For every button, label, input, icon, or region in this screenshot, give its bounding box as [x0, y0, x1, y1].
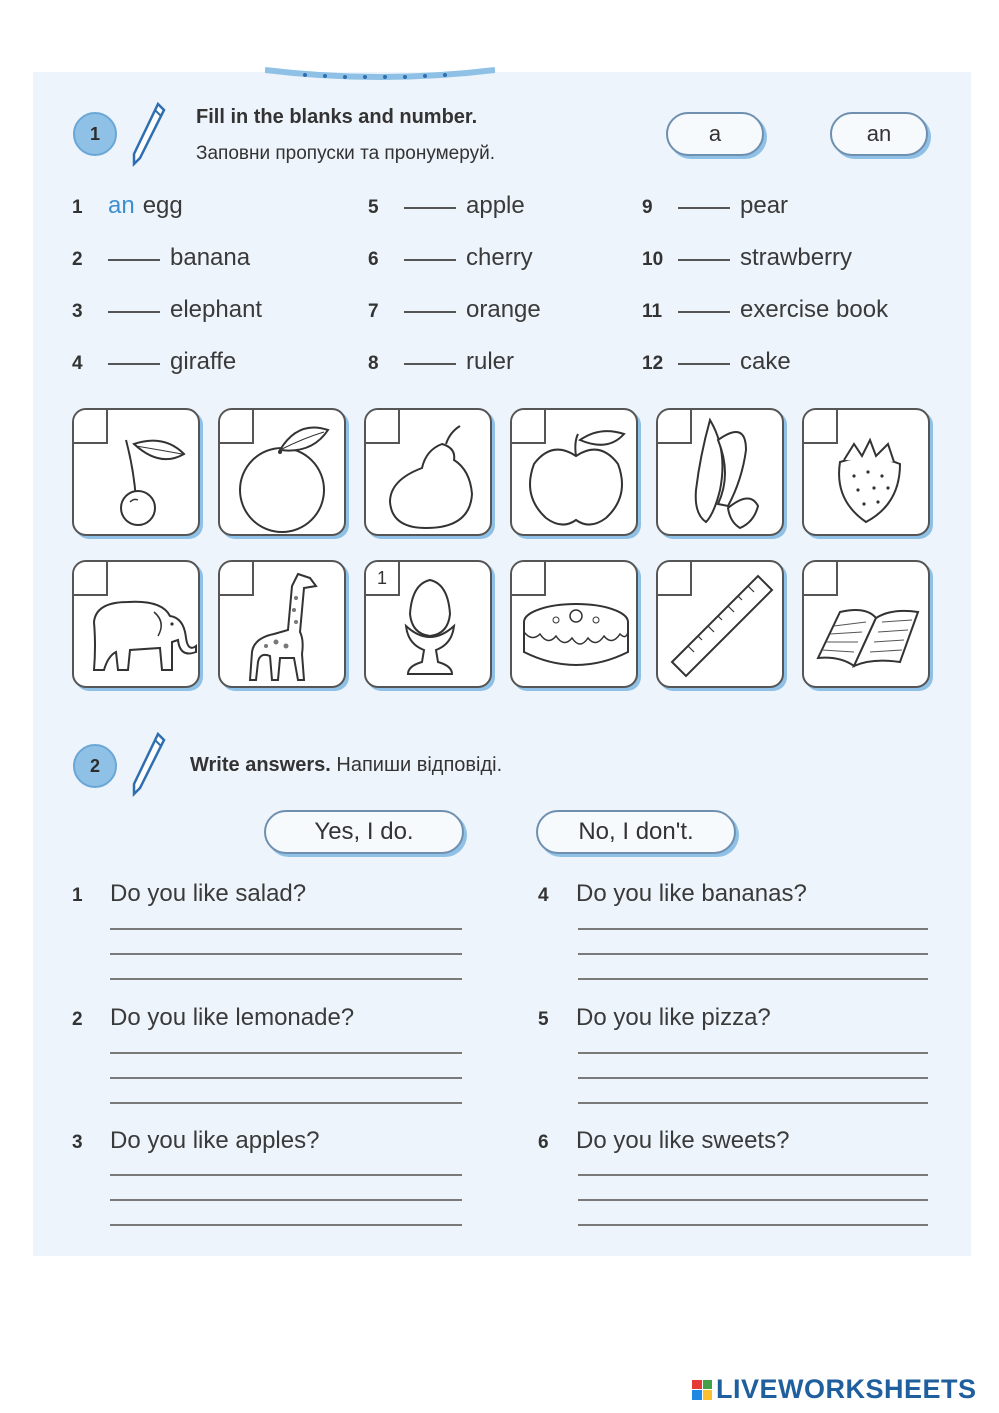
answer-line[interactable] [110, 1077, 462, 1079]
picture-card-egg [364, 560, 492, 688]
answer-line[interactable] [578, 1174, 928, 1176]
answer-blank[interactable] [404, 311, 456, 313]
question-number: 6 [538, 1132, 549, 1153]
item-word: cake [740, 348, 791, 375]
option-an-pill: an [830, 112, 928, 156]
number-box[interactable] [804, 410, 838, 444]
number-box[interactable] [220, 410, 254, 444]
fill-item-8 [368, 348, 514, 376]
answer-text[interactable]: an [108, 192, 135, 219]
answer-line[interactable] [110, 1102, 462, 1104]
picture-card-elephant [72, 560, 200, 688]
item-word: elephant [170, 296, 263, 323]
item-word: ruler [466, 348, 515, 375]
number-box[interactable] [804, 562, 838, 596]
question-4 [538, 880, 807, 908]
answer-line[interactable] [578, 1199, 928, 1201]
picture-card-banana [656, 408, 784, 536]
question-number: 2 [72, 1009, 83, 1030]
picture-card-orange [218, 408, 346, 536]
answer-line[interactable] [110, 1199, 462, 1201]
item-number: 1 [72, 197, 83, 218]
fill-item-7 [368, 296, 541, 324]
question-text: Do you like sweets? [576, 1127, 790, 1154]
item-word: pear [740, 192, 789, 219]
answer-blank[interactable] [678, 259, 730, 261]
answer-line[interactable] [578, 1077, 928, 1079]
answer-line[interactable] [578, 953, 928, 955]
liveworksheets-brand [692, 1374, 977, 1405]
question-text: Do you like pizza? [576, 1004, 771, 1031]
question-number: 5 [538, 1009, 549, 1030]
item-word: apple [466, 192, 525, 219]
exercise-2-number: 2 [73, 744, 117, 788]
picture-card-giraffe [218, 560, 346, 688]
fill-item-6 [368, 244, 533, 272]
item-number: 11 [642, 301, 663, 322]
picture-card-cake [510, 560, 638, 688]
fill-item-1 [72, 192, 183, 220]
item-word: egg [142, 192, 183, 219]
answer-blank[interactable] [678, 363, 730, 365]
decorative-dots [265, 66, 495, 80]
item-word: banana [170, 244, 251, 271]
answer-blank[interactable] [404, 363, 456, 365]
question-text: Do you like lemonade? [110, 1004, 355, 1031]
number-box[interactable] [658, 562, 692, 596]
answer-blank[interactable] [108, 363, 160, 365]
answer-blank[interactable] [108, 259, 160, 261]
item-word: cherry [466, 244, 533, 271]
fill-item-5 [368, 192, 525, 220]
number-box[interactable]: 1 [366, 562, 400, 596]
item-number: 4 [72, 353, 83, 374]
item-number: 7 [368, 301, 379, 322]
picture-card-strawberry [802, 408, 930, 536]
number-box[interactable] [366, 410, 400, 444]
answer-line[interactable] [110, 928, 462, 930]
answer-line[interactable] [578, 978, 928, 980]
question-text: Do you like apples? [110, 1127, 320, 1154]
item-number: 2 [72, 249, 83, 270]
fill-item-11 [642, 296, 888, 324]
answer-blank[interactable] [404, 207, 456, 209]
answer-line[interactable] [578, 1224, 928, 1226]
exercise-1-subtitle: Заповни пропуски та пронумеруй. [196, 143, 495, 164]
question-5 [538, 1004, 771, 1032]
answer-no-pill: No, I don't. [536, 810, 736, 854]
answer-line[interactable] [110, 953, 462, 955]
question-2 [72, 1004, 354, 1032]
fill-item-10 [642, 244, 852, 272]
brand-name: LIVEWORKSHEETS [716, 1374, 977, 1404]
question-text: Do you like bananas? [576, 880, 807, 907]
pen-icon [128, 100, 168, 170]
question-text: Do you like salad? [110, 880, 307, 907]
answer-line[interactable] [110, 978, 462, 980]
item-number: 6 [368, 249, 379, 270]
item-number: 12 [642, 353, 664, 374]
item-number: 10 [642, 249, 664, 270]
fill-item-3 [72, 296, 262, 324]
item-word: strawberry [740, 244, 853, 271]
answer-blank[interactable] [108, 311, 160, 313]
number-box[interactable] [658, 410, 692, 444]
picture-card-pear [364, 408, 492, 536]
exercise-1-number: 1 [73, 112, 117, 156]
question-number: 3 [72, 1132, 83, 1153]
exercise-2-title: Write answers. Напиши відповіді. [190, 754, 503, 776]
picture-card-ruler [656, 560, 784, 688]
number-box[interactable] [512, 410, 546, 444]
number-box[interactable] [512, 562, 546, 596]
pen-icon [128, 730, 168, 800]
picture-card-cherry [72, 408, 200, 536]
question-number: 4 [538, 885, 549, 906]
item-number: 8 [368, 353, 379, 374]
answer-line[interactable] [578, 1052, 928, 1054]
fill-item-4 [72, 348, 236, 376]
fill-item-2 [72, 244, 250, 272]
answer-blank[interactable] [404, 259, 456, 261]
question-6 [538, 1127, 789, 1155]
number-box[interactable] [74, 410, 108, 444]
item-number: 5 [368, 197, 379, 218]
answer-blank[interactable] [678, 207, 730, 209]
item-word: orange [466, 296, 541, 323]
picture-card-apple [510, 408, 638, 536]
number-box[interactable] [74, 562, 108, 596]
item-word: giraffe [170, 348, 237, 375]
question-1 [72, 880, 306, 908]
item-number: 3 [72, 301, 83, 322]
answer-line[interactable] [110, 1174, 462, 1176]
item-word: exercise book [740, 296, 889, 323]
picture-card-exercise-book [802, 560, 930, 688]
answer-yes-pill: Yes, I do. [264, 810, 464, 854]
question-number: 1 [72, 885, 83, 906]
answer-line[interactable] [578, 928, 928, 930]
answer-blank[interactable] [678, 311, 730, 313]
option-a-pill: a [666, 112, 764, 156]
question-3 [72, 1127, 319, 1155]
exercise-1-title: Fill in the blanks and number. [196, 106, 478, 128]
answer-line[interactable] [110, 1224, 462, 1226]
answer-line[interactable] [578, 1102, 928, 1104]
liveworksheets-logo-icon [692, 1380, 712, 1400]
fill-item-9 [642, 192, 788, 220]
number-box[interactable] [220, 562, 254, 596]
answer-line[interactable] [110, 1052, 462, 1054]
fill-item-12 [642, 348, 791, 376]
item-number: 9 [642, 197, 653, 218]
